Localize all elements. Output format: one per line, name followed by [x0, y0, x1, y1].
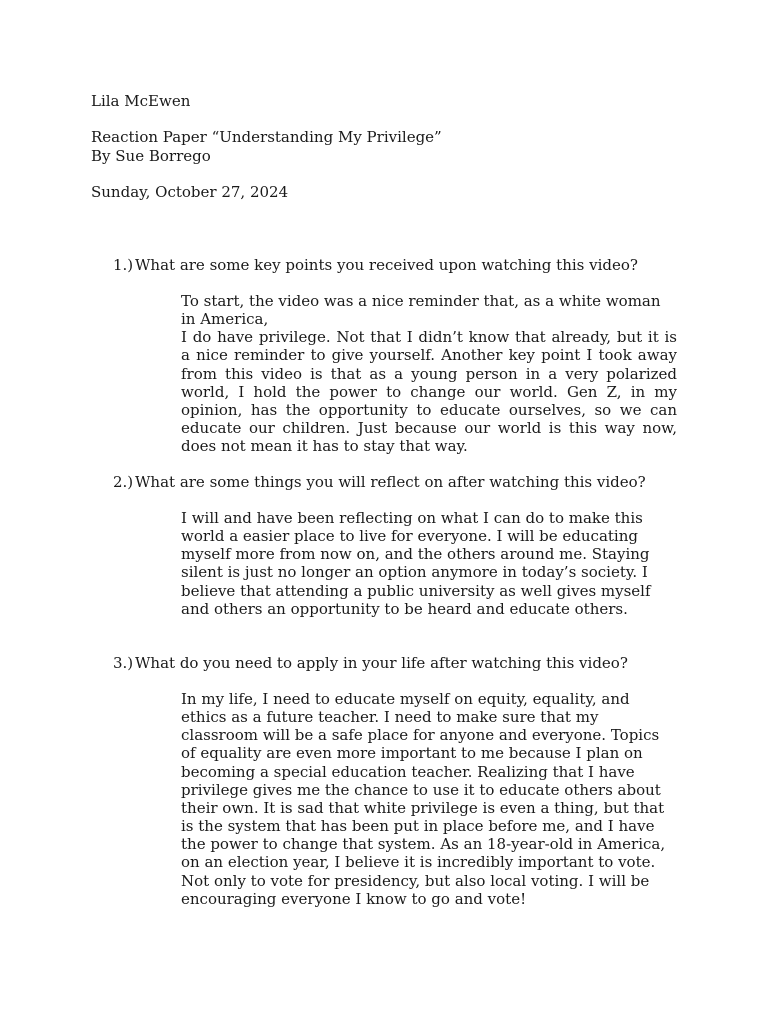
- answer-3: [181, 690, 677, 908]
- question-3: [113, 654, 628, 672]
- answer-paragraph: To start, the video was a nice reminder that, as a white woman in America,: [181, 292, 661, 329]
- question-number: 3.): [113, 654, 134, 672]
- question-1: [113, 256, 638, 274]
- question-text: What are some things you will reflect on after watching this video?: [135, 473, 646, 491]
- answer-paragraph: In my life, I need to educate myself on equity, equality, and ethics as a future teacher. I need to make sure that my classroom will be a safe place for anyone and everyone. Topics of equality are even more important to me because I plan on becoming a special education teacher. Realizing that I have privilege gives me the chance to use it to educate others about their own. It is sad that white privilege is even a thing, but that is the system that has been put in place before me, and I have the power to change that system. As an 18-year-old in America, on an election year, I believe it is incredibly important to vote. Not only to vote for presidency, but also local voting. I will be encouraging everyone I know to go and vote!: [181, 690, 666, 908]
- answer-1: [181, 292, 677, 455]
- question-number: 2.): [113, 473, 134, 491]
- answer-2: [181, 509, 677, 618]
- date: Sunday, October 27, 2024: [91, 183, 289, 201]
- byline: By Sue Borrego: [91, 147, 211, 165]
- question-2: [113, 473, 646, 491]
- author-name: Lila McEwen: [91, 92, 191, 110]
- answer-paragraph: I will and have been reflecting on what I can do to make this world a easier place to live for everyone. I will be educating myself more from now on, and the others around me. Staying silent is just no longer an option anymore in today’s society. I believe that attending a public university as well gives myself and others an opportunity to be heard and educate others.: [181, 509, 651, 618]
- paper-title: Reaction Paper “Understanding My Privilege”: [91, 128, 442, 146]
- question-number: 1.): [113, 256, 134, 274]
- question-text: What do you need to apply in your life after watching this video?: [135, 654, 628, 672]
- answer-paragraph: I do have privilege. Not that I didn’t know that already, but it is a nice reminder to give yourself. Another key point I took away from this video is that as a young person in a very polarized world, I hold the power to change our world. Gen Z, in my opinion, has the opportunity to educate ourselves, so we can educate our children. Just because our world is this way now, does not mean it has to stay that way.: [181, 328, 677, 456]
- question-text: What are some key points you received upon watching this video?: [135, 256, 638, 274]
